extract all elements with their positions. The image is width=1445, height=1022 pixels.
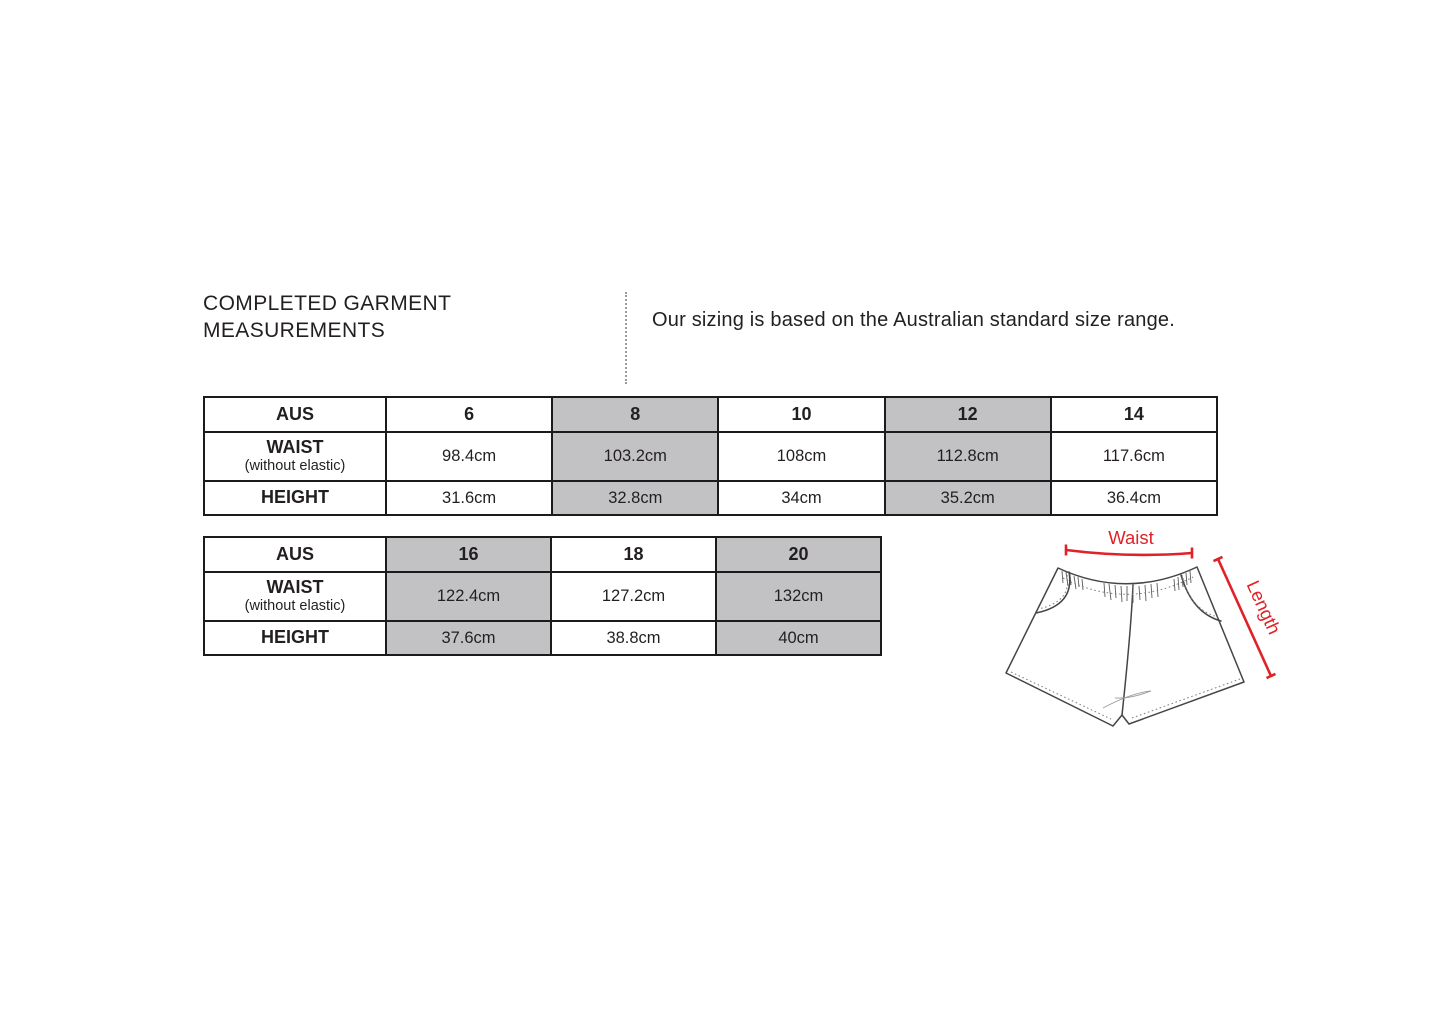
size-table-aus-16-20 [203,536,882,656]
row-label [205,482,385,514]
row-label-main: WAIST [266,436,324,457]
shorts-diagram [985,525,1295,755]
row-label-sub: (without elastic) [244,458,346,475]
measurement-cell: 37.6cm [387,622,550,654]
measurement-cell: 34cm [719,482,883,514]
sizing-note: Our sizing is based on the Australian standard size range. [652,309,1176,331]
shorts-flat-sketch [985,525,1295,755]
measurement-cell: 108cm [719,433,883,480]
row-label-main: HEIGHT [260,627,329,648]
waist-measure-line [1066,550,1192,555]
shorts-outline [1006,567,1244,726]
page-title [203,290,451,344]
measurement-cell: 31.6cm [387,482,551,514]
size-column-header: 6 [387,398,551,431]
size-system-header: AUS [205,538,385,571]
measurement-cell: 112.8cm [886,433,1050,480]
measurement-cell: 38.8cm [552,622,715,654]
waist-measure-label: Waist [1108,527,1154,548]
measurement-cell: 35.2cm [886,482,1050,514]
row-label-main: WAIST [266,576,324,597]
measurement-cell: 132cm [717,573,880,620]
size-column-header: 8 [553,398,717,431]
page-title-line2: MEASUREMENTS [203,319,386,342]
row-label [205,622,385,654]
size-column-header: 20 [717,538,880,571]
measurement-cell: 122.4cm [387,573,550,620]
page-title-line1: COMPLETED GARMENT [203,292,452,315]
size-column-header: 18 [552,538,715,571]
size-table-aus-6-14 [203,396,1218,516]
measurement-cell: 40cm [717,622,880,654]
dotted-divider [625,292,627,384]
row-label-main: HEIGHT [260,487,329,508]
size-column-header: 12 [886,398,1050,431]
size-column-header: 16 [387,538,550,571]
measurement-cell: 36.4cm [1052,482,1216,514]
size-column-header: 14 [1052,398,1216,431]
measurement-cell: 117.6cm [1052,433,1216,480]
measurement-cell: 32.8cm [553,482,717,514]
measurement-cell: 127.2cm [552,573,715,620]
measurement-cell: 103.2cm [553,433,717,480]
size-system-header: AUS [205,398,385,431]
size-column-header: 10 [719,398,883,431]
measurement-cell: 98.4cm [387,433,551,480]
row-label [205,573,385,620]
length-measure-label: Length [1242,577,1286,638]
row-label [205,433,385,480]
row-label-sub: (without elastic) [244,598,346,615]
